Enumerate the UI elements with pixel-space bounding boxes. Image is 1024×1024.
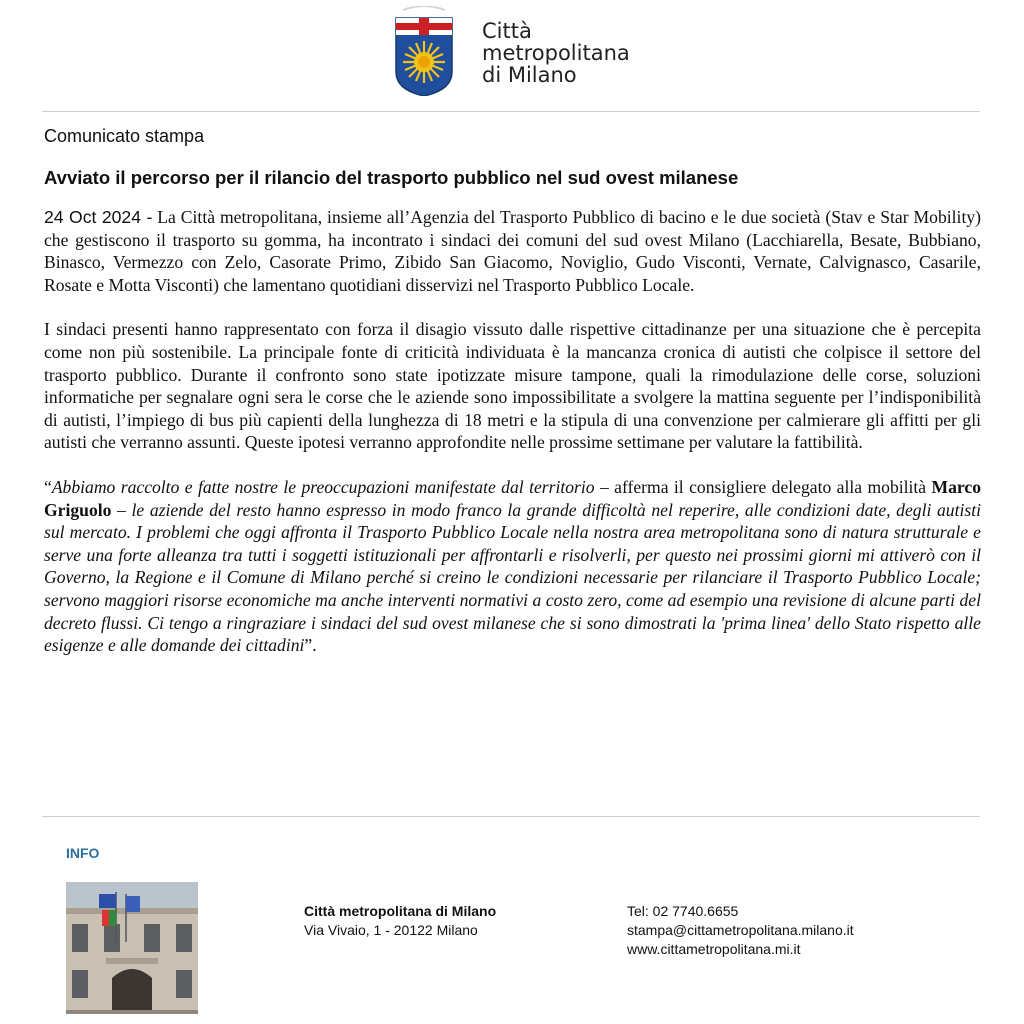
quote-close-mark: ”. — [304, 635, 317, 656]
quote-part-2: le aziende del resto hanno espresso in modo franco la grande difficoltà nel reperire, alle condizioni date, degli autisti sul mercato. I problemi che oggi affronta il Trasporto Pubblico Locale nella nostra area metropolitana sono di natura strutturale e serve una forte alleanza tra tutti i soggetti istituzionali per affrontarli e risolverli, per questo nei prossimi giorni mi attiverò con il Governo, la Regione e il Comune di Milano perché si creino le condizioni necessarie per rilanciare il Trasporto Pubblico Locale; servono maggiori risorse economiche ma anche interventi normativi a costo zero, come ad esempio una revisione di alcune parti del decreto flussi. Ci tengo a ringraziare i sindaci del sud ovest milanese che si sono dimostrati la 'prima linea' dello Stato rispetto alle esigenze e alle domande dei cittadini — [44, 499, 981, 656]
paragraph-intro — [44, 206, 981, 296]
org-address: Via Vivaio, 1 - 20122 Milano — [304, 922, 478, 938]
press-release-headline: Avviato il percorso per il rilancio del trasporto pubblico nel sud ovest milanese — [44, 167, 739, 188]
contact-details — [627, 902, 854, 959]
paragraph-quote — [44, 476, 981, 657]
logo-line: Città — [482, 19, 532, 43]
page-header — [0, 0, 1024, 110]
logo-line: di Milano — [482, 63, 577, 87]
quote-part-1: Abbiamo raccolto e fatte nostre le preoccupazioni manifestate dal territorio — [51, 476, 595, 497]
email-link[interactable]: stampa@cittametropolitana.milano.it — [627, 922, 854, 938]
info-label: INFO — [66, 845, 100, 861]
contact-address — [304, 902, 496, 940]
website-link[interactable]: www.cittametropolitana.mi.it — [627, 941, 801, 957]
quote-speaker: Marco Griguolo — [44, 476, 981, 520]
phone-number: Tel: 02 7740.6655 — [627, 903, 739, 919]
press-release-kicker: Comunicato stampa — [44, 126, 205, 146]
paragraph-mayors: I sindaci presenti hanno rappresentato con forza il disagio vissuto dalle rispettive cittadinanze per una situazione che è percepita come non più sostenibile. La principale fonte di criticità individuata è la mancanza cronica di autisti che colpisce il settore del trasporto pubblico. Durante il confronto sono state ipotizzate misure tampone, quali la rimodulazione delle corse, soluzioni informatiche per segnalare ogni sera le corse che le aziende sono impossibilitate a svolgere la mattina seguente per l’indisponibilità di autisti, l’impiego di bus più capienti della lunghezza di 18 metri e la stipula di una convenzione per calmierare gli affitti per gli autisti che verranno assunti. Queste ipotesi verranno approfondite nelle prossime settimane per valutare la fattibilità. — [44, 319, 981, 453]
city-crest-logo — [393, 6, 455, 96]
quote-dash: – — [111, 499, 132, 520]
press-date: 24 Oct 2024 - — [44, 207, 153, 227]
logo-line: metropolitana — [482, 41, 630, 65]
quote-attribution: – afferma il consigliere delegato alla mobilità — [594, 476, 932, 497]
footer-divider — [42, 816, 980, 817]
article-body — [44, 206, 981, 679]
header-divider — [42, 111, 980, 112]
org-name: Città metropolitana di Milano — [304, 903, 497, 919]
quote-open-mark: “ — [44, 476, 52, 497]
paragraph-intro-text: La Città metropolitana, insieme all’Agenzia del Trasporto Pubblico di bacino e le due società (Stav e Star Mobility) che gestiscono il trasporto su gomma, ha incontrato i sindaci dei comuni del sud ovest Milano (Lacchiarella, Besate, Bubbiano, Binasco, Vermezzo con Zelo, Casorate Primo, Zibido San Giacomo, Noviglio, Gudo Visconti, Vernate, Calvignasco, Casarile, Rosate e Motta Visconti) che lamentano quotidiani disservizi nel Trasporto Pubblico Locale. — [44, 207, 981, 295]
city-logo-wordmark — [482, 20, 630, 86]
building-photo — [66, 882, 198, 1014]
